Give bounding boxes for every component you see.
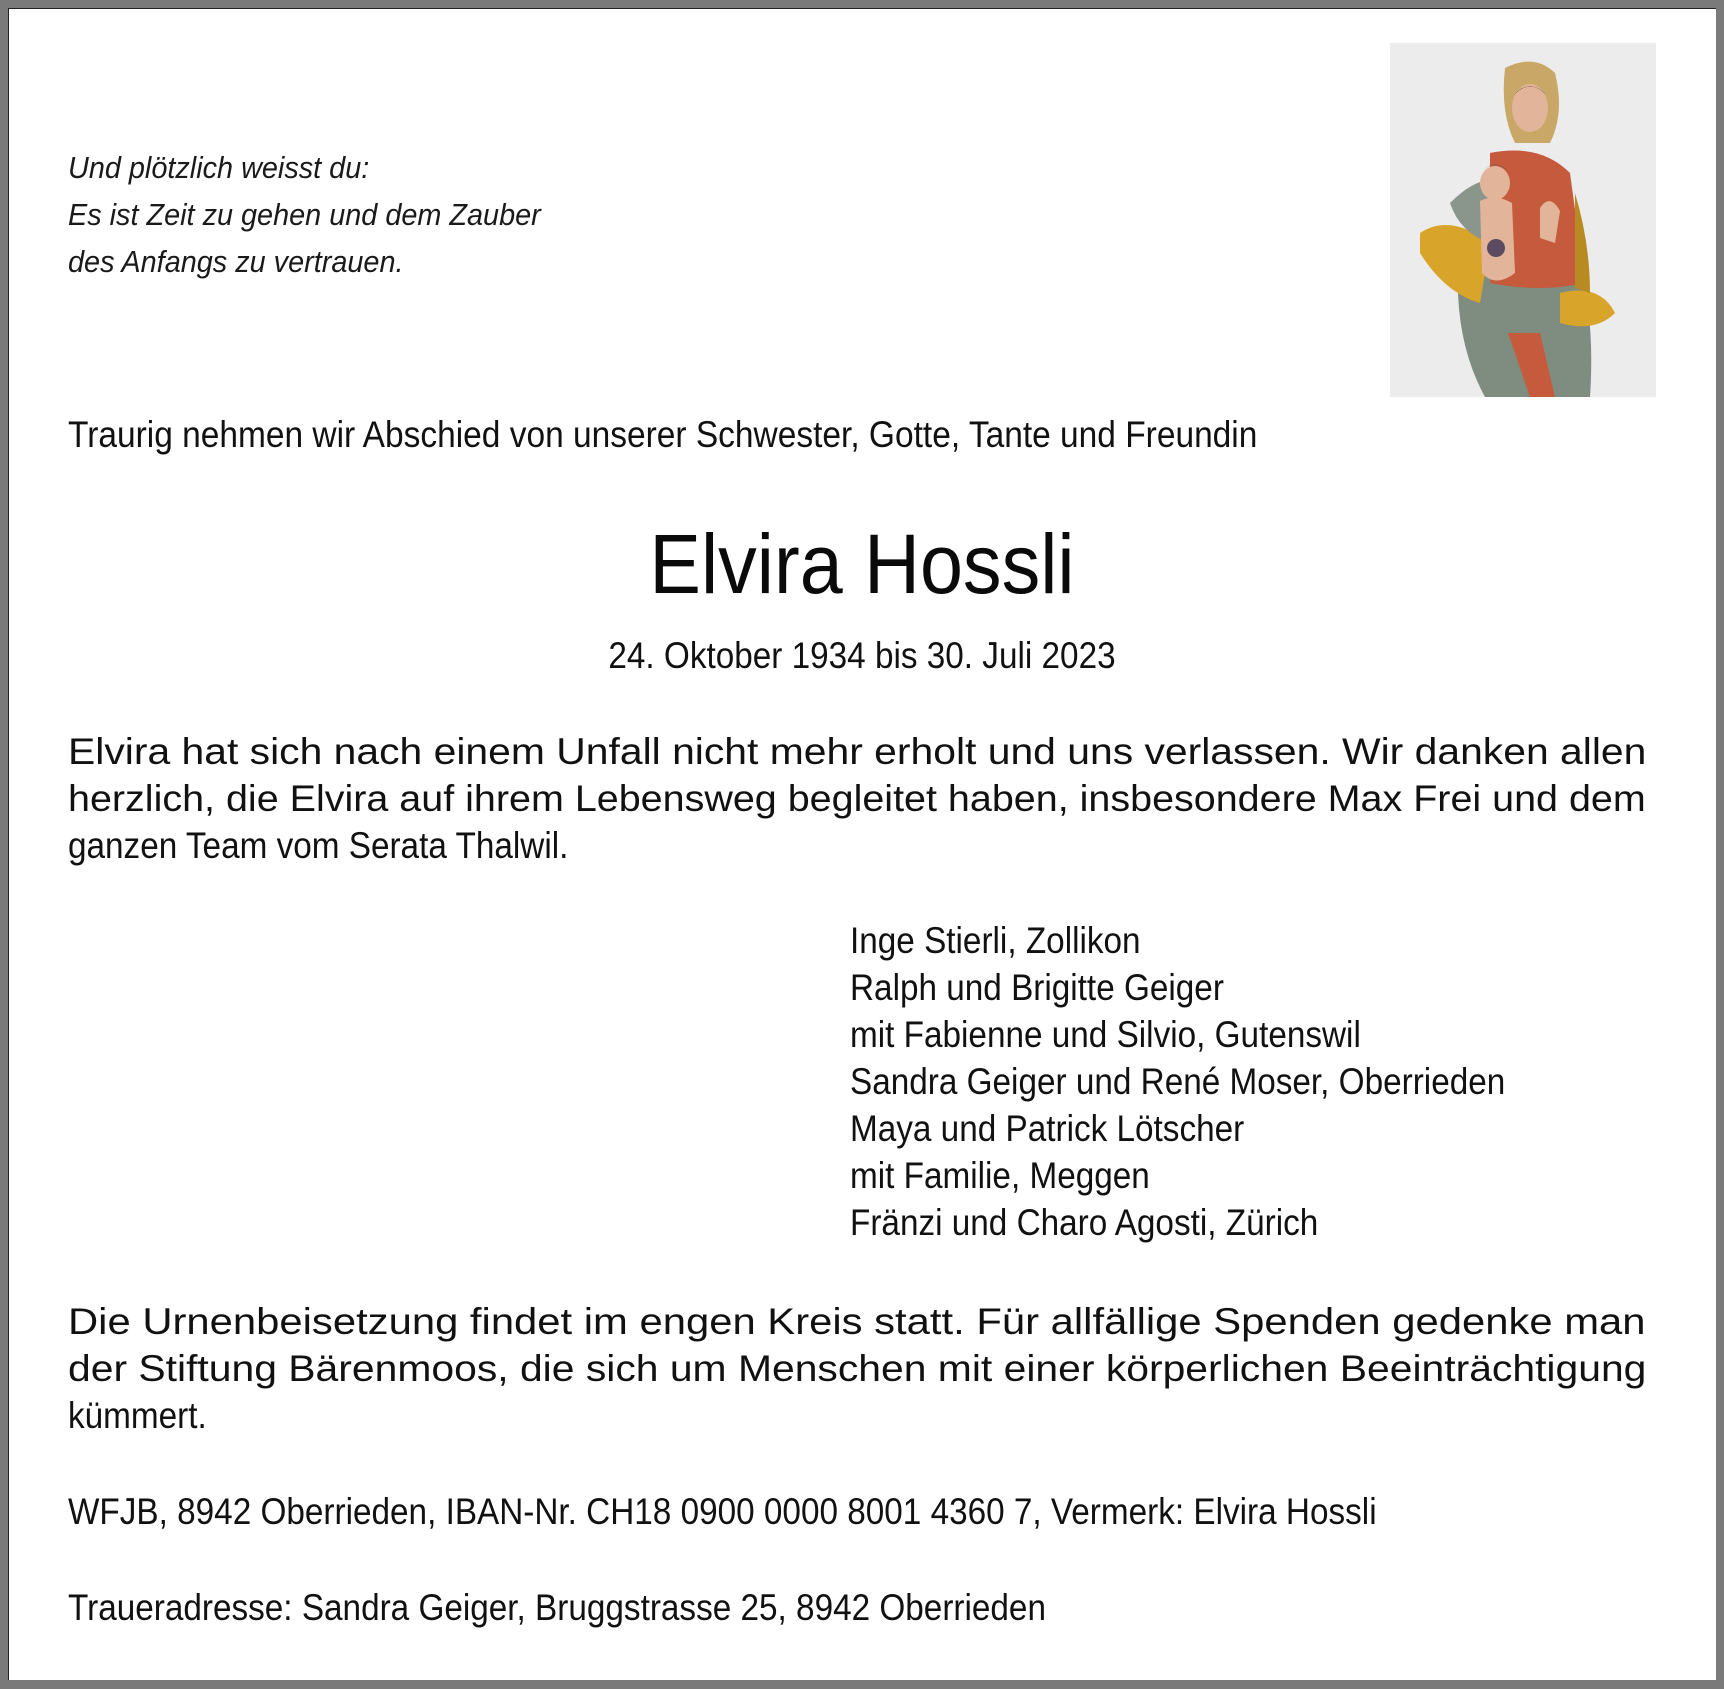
signers-list — [850, 917, 1505, 1246]
verse-line: Es ist Zeit zu gehen und dem Zauber — [68, 197, 541, 232]
signer-line: Ralph und Brigitte Geiger — [850, 967, 1224, 1008]
signer-line: Maya und Patrick Lötscher — [850, 1108, 1245, 1149]
obituary-page — [8, 8, 1716, 1680]
mourning-address: Traueradresse: Sandra Geiger, Bruggstrasse 25, 8942 Oberrieden — [68, 1587, 1046, 1628]
signer-line: mit Familie, Meggen — [850, 1155, 1150, 1196]
verse-line: Und plötzlich weisst du: — [68, 150, 370, 185]
thanks-paragraph — [68, 728, 1646, 869]
paragraph-line: herzlich, die Elvira auf ihrem Lebensweg begleitet haben, insbesondere Max Frei und dem — [68, 778, 1646, 819]
paragraph-line: ganzen Team vom Serata Thalwil. — [68, 825, 569, 866]
paragraph-line: Elvira hat sich nach einem Unfall nicht mehr erholt und uns verlassen. Wir danken allen — [68, 731, 1647, 772]
paragraph-line: kümmert. — [68, 1395, 207, 1436]
life-dates: 24. Oktober 1934 bis 30. Juli 2023 — [608, 635, 1116, 676]
signer-line: Sandra Geiger und René Moser, Oberrieden — [850, 1061, 1506, 1102]
signer-line: Inge Stierli, Zollikon — [850, 920, 1141, 961]
donation-bank-details: WFJB, 8942 Oberrieden, IBAN-Nr. CH18 0900 0000 8001 4360 7, Vermerk: Elvira Hossli — [68, 1491, 1377, 1532]
verse-line: des Anfangs zu vertrauen. — [68, 244, 404, 279]
paragraph-line: der Stiftung Bärenmoos, die sich um Menschen mit einer körperlichen Beeinträchtigung — [68, 1348, 1647, 1389]
signer-line: mit Fabienne und Silvio, Gutenswil — [850, 1014, 1361, 1055]
verse-quote — [68, 144, 541, 285]
funeral-paragraph — [68, 1298, 1646, 1439]
madonna-statue-photo — [1390, 43, 1656, 397]
deceased-name: Elvira Hossli — [649, 517, 1075, 611]
madonna-statue-image — [1390, 43, 1656, 397]
intro-line: Traurig nehmen wir Abschied von unserer Schwester, Gotte, Tante und Freundin — [68, 414, 1258, 455]
signer-line: Fränzi und Charo Agosti, Zürich — [850, 1202, 1319, 1243]
paragraph-line: Die Urnenbeisetzung findet im engen Kreis statt. Für allfällige Spenden gedenke man — [68, 1301, 1646, 1342]
